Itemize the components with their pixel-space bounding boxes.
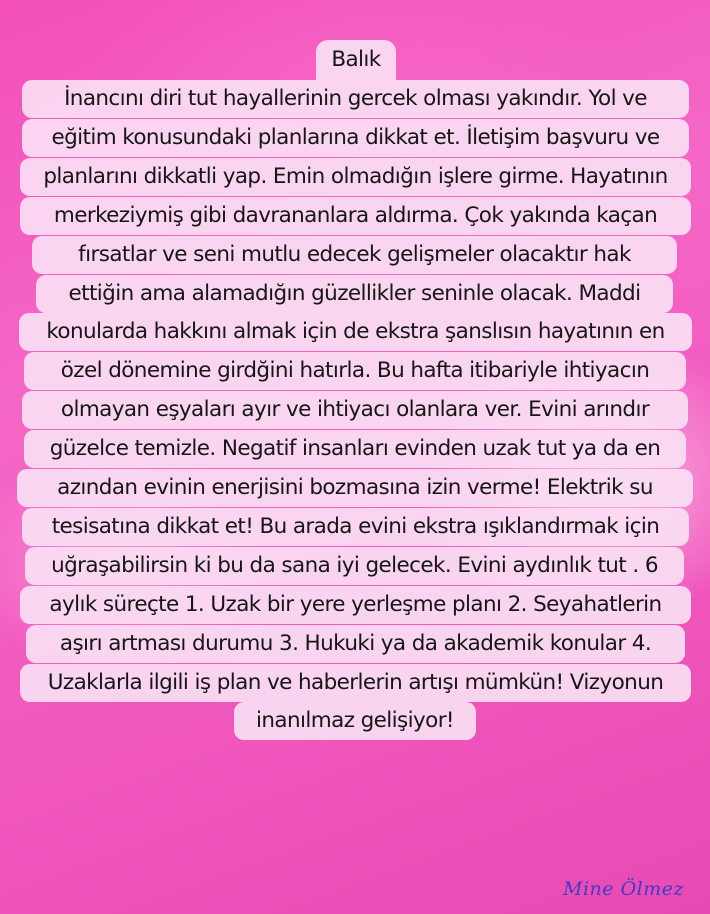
story-text-line: güzelce temizle. Negatif insanları evinden uzak tut ya da en (24, 430, 686, 468)
story-text-line: olmayan eşyaları ayır ve ihtiyacı olanlara ver. Evini arındır (22, 391, 688, 429)
story-text-line: Uzaklarla ilgili iş plan ve haberlerin artışı mümkün! Vizyonun (20, 664, 691, 702)
story-text-line: tesisatına dikkat et! Bu arada evini ekstra ışıklandırmak için (22, 508, 689, 546)
story-title: Balık (316, 40, 396, 80)
story-text-line: İnancını diri tut hayallerinin gercek olması yakındır. Yol ve (22, 80, 689, 118)
story-text-line: ettiğin ama alamadığın güzellikler seninle olacak. Maddi (36, 275, 673, 313)
author-signature: Mine Ölmez (563, 878, 684, 900)
story-text-line: inanılmaz gelişiyor! (234, 702, 476, 740)
story-text-line: konularda hakkını almak için de ekstra şanslısın hayatının en (19, 313, 692, 351)
story-text-line: aşırı artması durumu 3. Hukuki ya da akademik konular 4. (26, 625, 685, 663)
story-text-line: planlarını dikkatli yap. Emin olmadığın işlere girme. Hayatının (20, 158, 691, 196)
story-text-line: azından evinin enerjisini bozmasına izin verme! Elektrik su (17, 469, 693, 507)
story-text-line: eğitim konusundaki planlarına dikkat et. İletişim başvuru ve (22, 119, 689, 157)
story-text-line: merkeziymiş gibi davrananlara aldırma. Çok yakında kaçan (20, 197, 691, 235)
story-text-line: uğraşabilirsin ki bu da sana iyi gelecek. Evini aydınlık tut . 6 (25, 547, 684, 585)
story-text-line: özel dönemine girdğini hatırla. Bu hafta itibariyle ihtiyacın (24, 352, 686, 390)
story-text-line: fırsatlar ve seni mutlu edecek gelişmeler olacaktır hak (32, 236, 677, 274)
story-text-line: aylık süreçte 1. Uzak bir yere yerleşme planı 2. Seyahatlerin (20, 586, 691, 624)
